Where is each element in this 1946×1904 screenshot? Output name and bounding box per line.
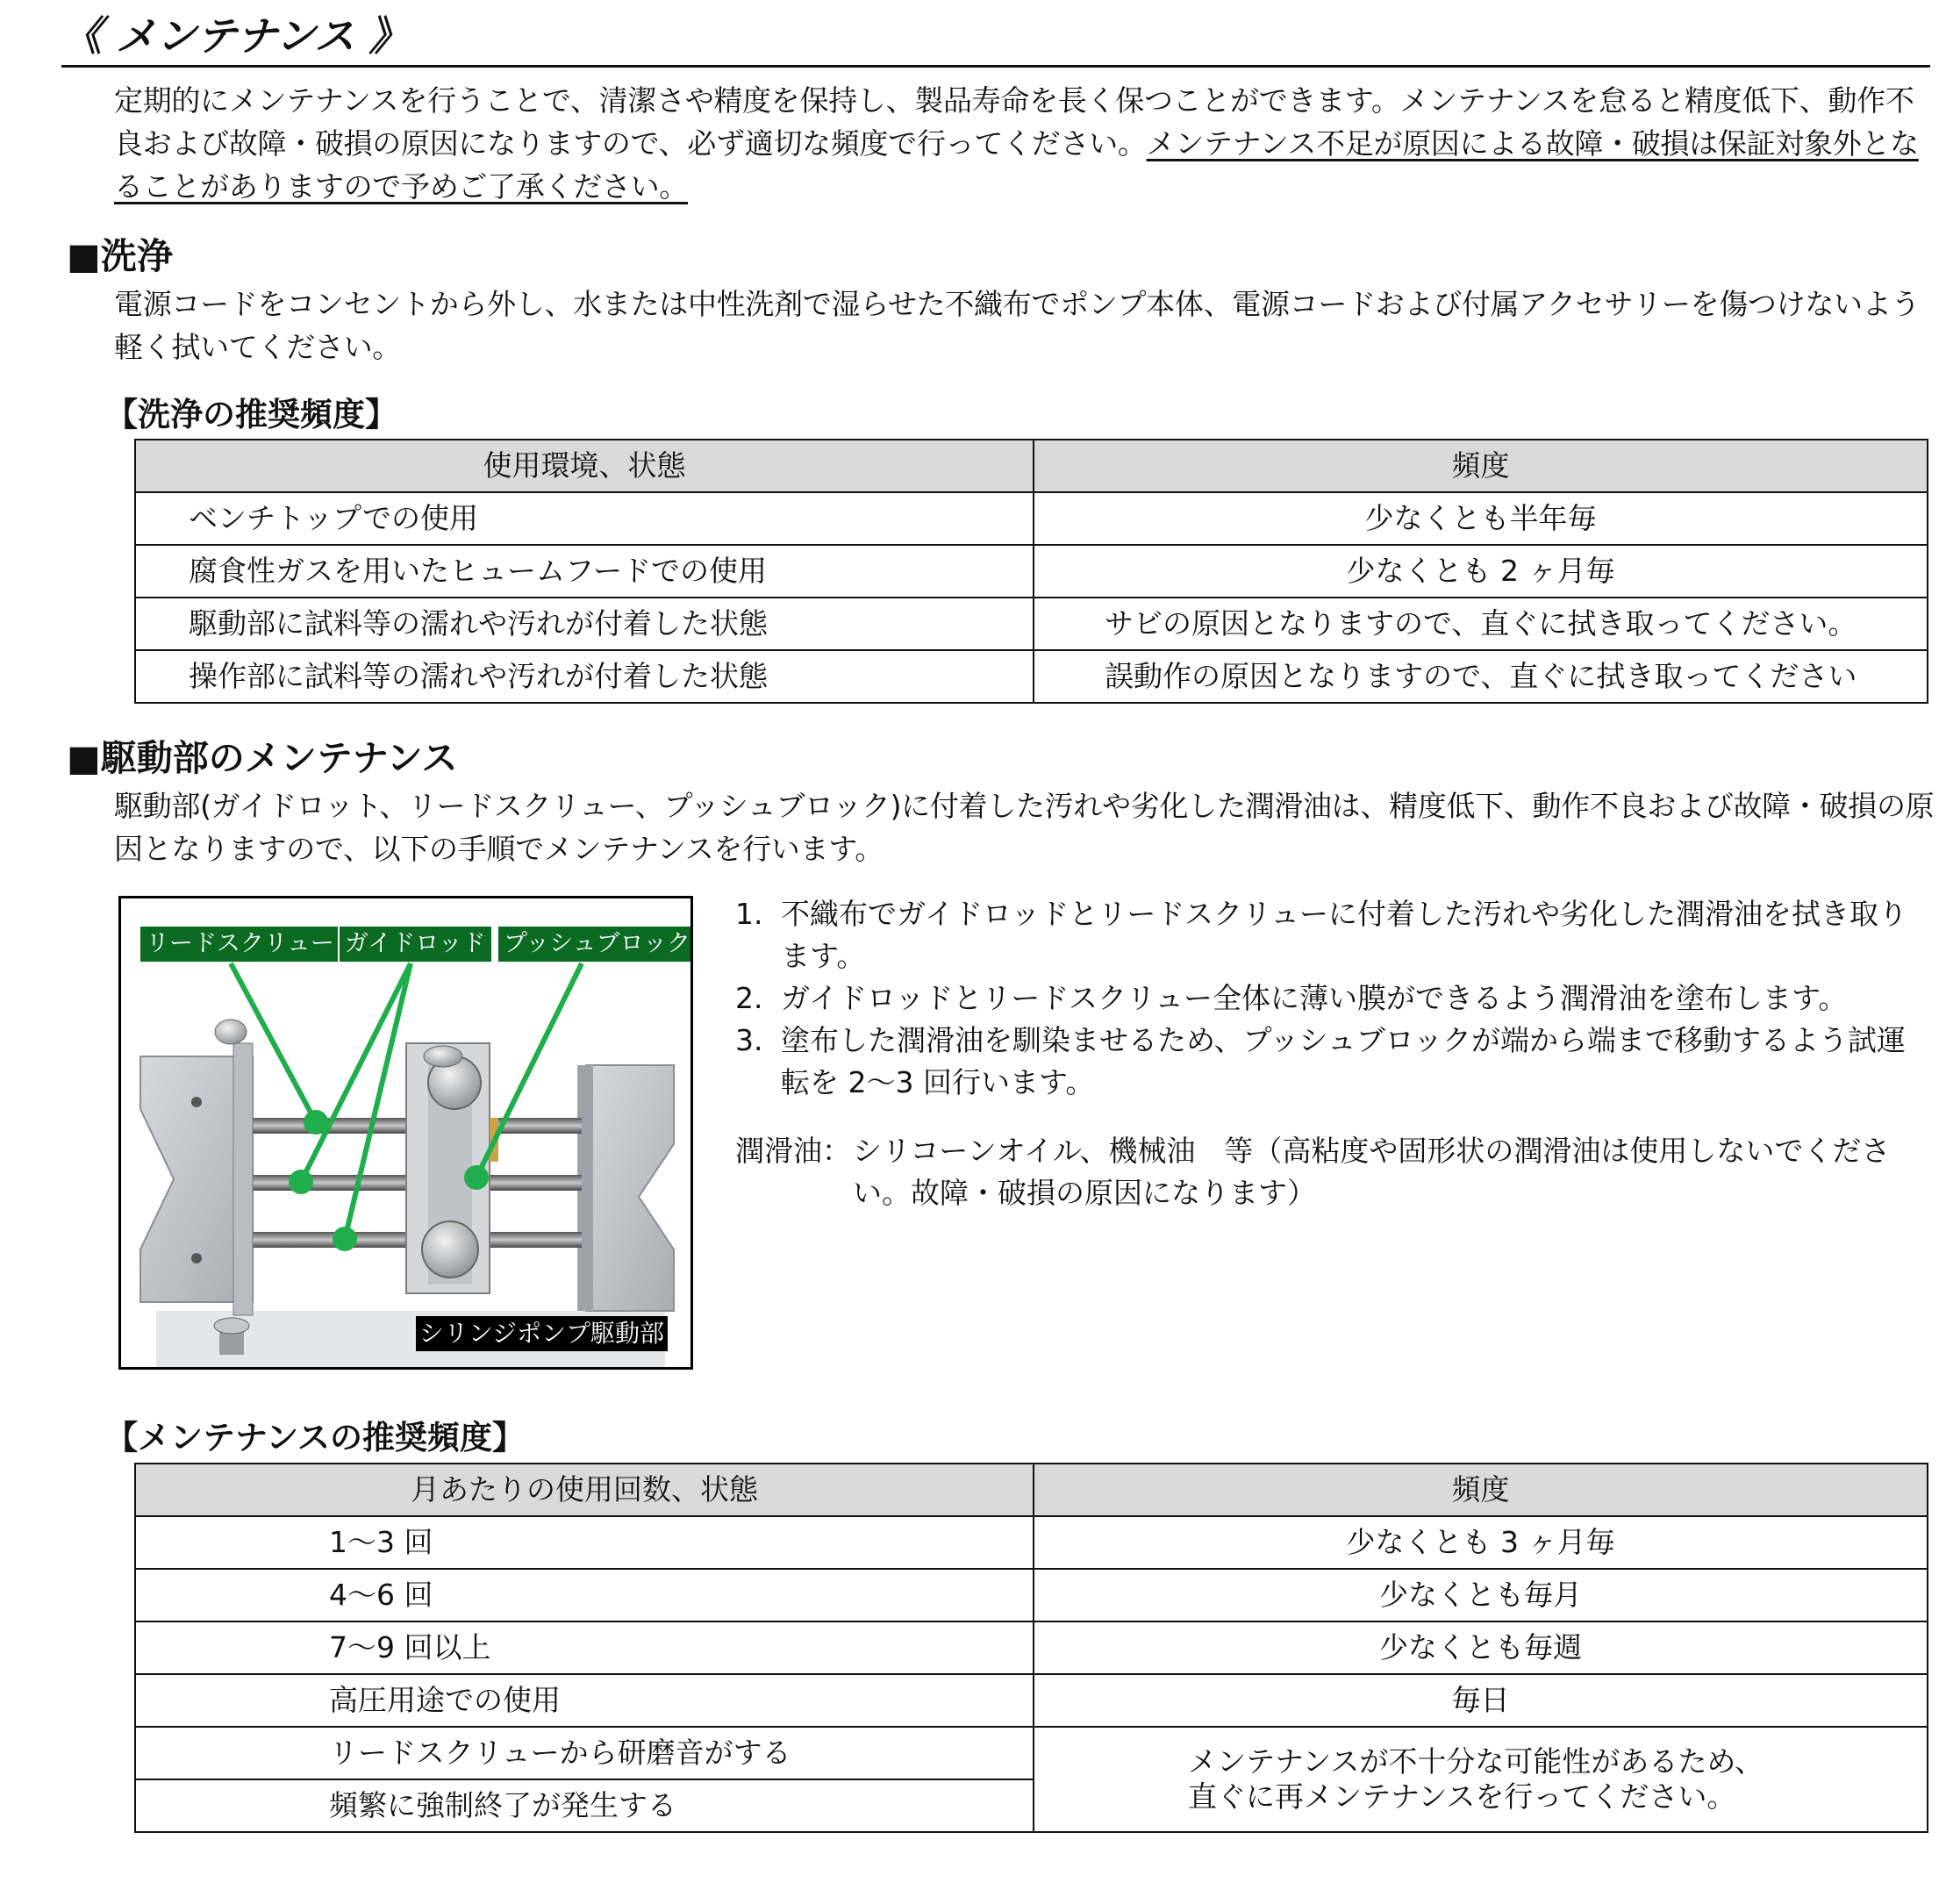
maintenance-steps [735, 893, 1928, 1104]
table-cell: 少なくとも 2 ヶ月毎 [1034, 545, 1928, 598]
table-header-row [135, 440, 1928, 492]
drive-heading: ■駆動部のメンテナンス [67, 737, 458, 779]
step-number: 2. [735, 981, 763, 1015]
table-row [135, 1674, 1928, 1727]
table-cell: 操作部に試料等の濡れや汚れが付着した状態 [135, 650, 1034, 703]
maintenance-frequency-table [134, 1463, 1928, 1833]
table-cell: 少なくとも半年毎 [1034, 492, 1928, 545]
table-row [135, 598, 1928, 650]
table-cell: 駆動部に試料等の濡れや汚れが付着した状態 [135, 598, 1034, 650]
column-header: 頻度 [1034, 1464, 1928, 1516]
column-header: 頻度 [1034, 440, 1928, 492]
figure-caption: シリンジポンプ駆動部 [416, 1316, 668, 1351]
step-text: ガイドロッドとリードスクリュー全体に薄い膜ができるよう潤滑油を塗布します。 [781, 981, 1848, 1015]
cleaning-heading: ■洗浄 [67, 235, 173, 277]
maintenance-table-title: 【メンテナンスの推奨頻度】 [105, 1419, 526, 1457]
merged-note-line: 直ぐに再メンテナンスを行ってください。 [1188, 1779, 1736, 1814]
table-cell: 毎日 [1034, 1674, 1928, 1727]
intro-paragraph [114, 79, 1939, 208]
table-cell: 4〜6 回 [135, 1569, 1034, 1621]
table-cell: 腐食性ガスを用いたヒュームフードでの使用 [135, 545, 1034, 598]
list-item [735, 977, 1928, 1020]
table-row [135, 1621, 1928, 1674]
merged-note-cell [1034, 1727, 1928, 1832]
table-row [135, 1727, 1928, 1779]
table-row [135, 492, 1928, 545]
table-cell: 1〜3 回 [135, 1516, 1034, 1569]
label-lead-screw: リードスクリュー [139, 925, 341, 963]
table-cell: サビの原因となりますので、直ぐに拭き取ってください。 [1034, 598, 1928, 650]
table-cell: ベンチトップでの使用 [135, 492, 1034, 545]
list-item [735, 1020, 1928, 1104]
table-row [135, 1569, 1928, 1621]
syringe-pump-drive-photo [118, 896, 693, 1370]
callout-lines [121, 898, 693, 1370]
table-row [135, 545, 1928, 598]
step-number: 1. [735, 897, 763, 931]
step-text: 不織布でガイドロッドとリードスクリューに付着した汚れや劣化した潤滑油を拭き取ります。 [781, 897, 1908, 973]
page-title: 《 メンテナンス 》 [61, 9, 1930, 68]
table-cell: 誤動作の原因となりますので、直ぐに拭き取ってください [1034, 650, 1928, 703]
label-guide-rod: ガイドロッド [338, 925, 493, 963]
lubricant-label: 潤滑油： [735, 1134, 851, 1168]
drive-text: 駆動部(ガイドロット、リードスクリュー、プッシュブロック)に付着した汚れや劣化した潤滑油は、精度低下、動作不良および故障・破損の原因となりますので、以下の手順でメンテナンスを行います。 [114, 789, 1935, 866]
step-number: 3. [735, 1023, 763, 1057]
table-cell: 頻繁に強制終了が発生する [135, 1779, 1034, 1832]
column-header: 使用環境、状態 [135, 440, 1034, 492]
table-row [135, 1516, 1928, 1569]
column-header: 月あたりの使用回数、状態 [135, 1464, 1034, 1516]
step-text: 塗布した潤滑油を馴染ませるため、プッシュブロックが端から端まで移動するよう試運転を 2〜3 回行います。 [781, 1023, 1907, 1099]
table-cell: 少なくとも 3 ヶ月毎 [1034, 1516, 1928, 1569]
table-cell: 高圧用途での使用 [135, 1674, 1034, 1727]
table-header-row [135, 1464, 1928, 1516]
intro-warranty-note: メンテナンス不足が原因による故障・破損は保証対象外となることがありますので予めご了承ください。 [114, 126, 1919, 204]
table-cell: 7〜9 回以上 [135, 1621, 1034, 1674]
cleaning-text: 電源コードをコンセントから外し、水または中性洗剤で湿らせた不織布でポンプ本体、電源コードおよび付属アクセサリーを傷つけないよう軽く拭いてください。 [114, 287, 1921, 364]
table-cell: 少なくとも毎月 [1034, 1569, 1928, 1621]
table-row [135, 650, 1928, 703]
table-cell: リードスクリューから研磨音がする [135, 1727, 1034, 1779]
label-push-block: プッシュブロック [497, 925, 693, 963]
intro-text: 定期的にメンテナンスを行うことで、清潔さや精度を保持し、製品寿命を長く保つことができます。メンテナンスを怠ると精度低下、動作不良および故障・破損の原因になりますので、必ず適切な頻度で行ってください。 [114, 83, 1914, 161]
table-cell: 少なくとも毎週 [1034, 1621, 1928, 1674]
merged-note-line: メンテナンスが不十分な可能性があるため、 [1188, 1744, 1764, 1779]
list-item [735, 893, 1928, 977]
cleaning-frequency-table [134, 439, 1928, 704]
cleaning-table-title: 【洗浄の推奨頻度】 [105, 396, 397, 433]
lubricant-text: シリコーンオイル、機械油 等（高粘度や固形状の潤滑油は使用しないでください。故障・破損の原因になります） [853, 1134, 1891, 1210]
lubricant-note [735, 1130, 1928, 1214]
